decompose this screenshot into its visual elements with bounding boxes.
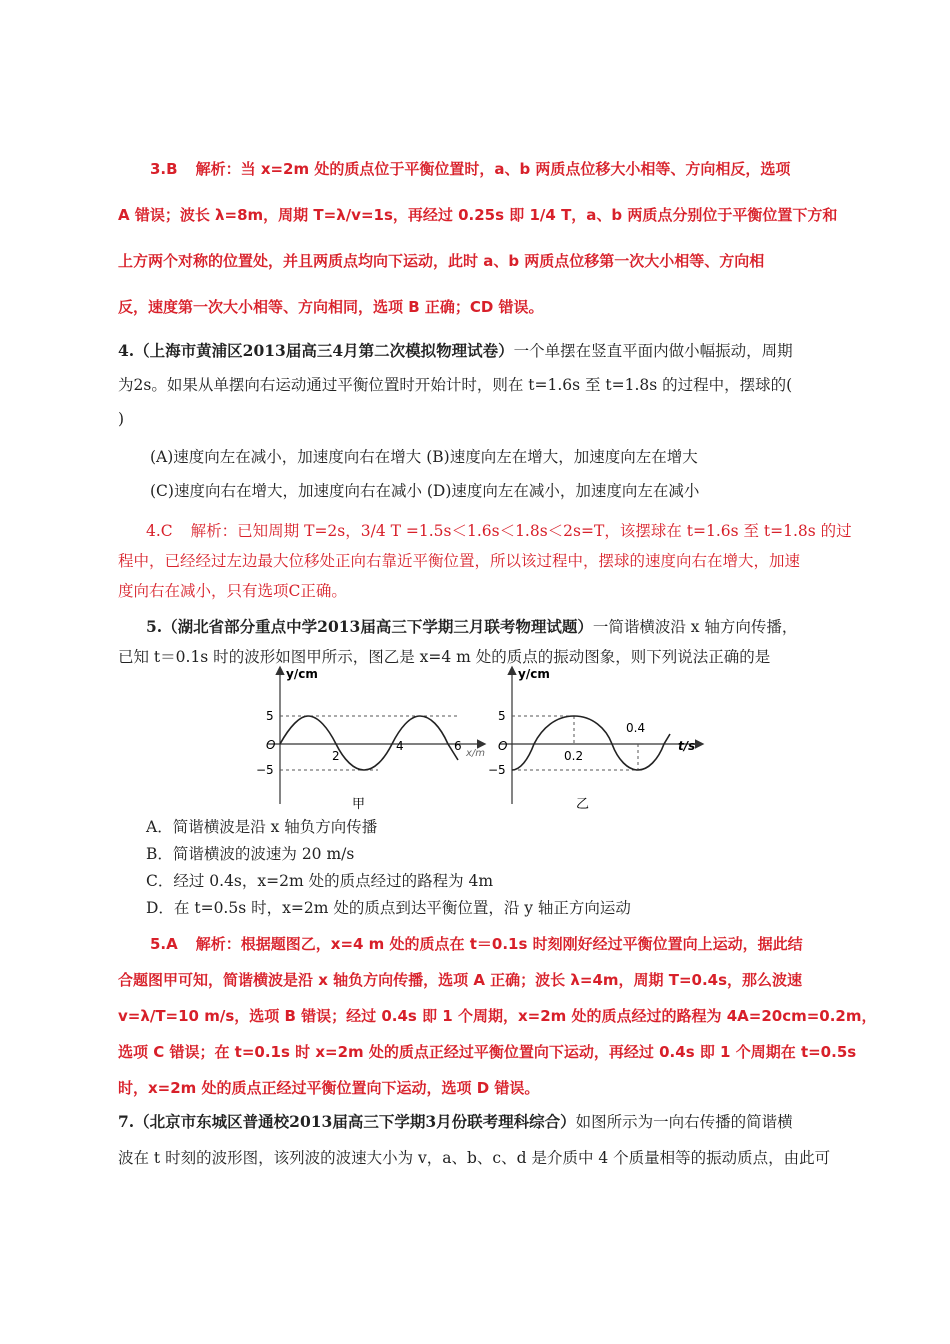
solution-line: 已知周期 T=2s，3/4 T =1.5s＜1.6s＜1.8s＜2s=T，该摆球在 t=1.6s 至 t=1.8s 的过 bbox=[237, 522, 852, 540]
solution-line: 合题图甲可知，简谐横波是沿 x 轴负方向传播，选项 A 正确；波长 λ=4m，周期 T=0.4s，那么波速 bbox=[118, 971, 803, 989]
wave-graph-jia bbox=[248, 664, 488, 814]
solution-line: 程中，已经经过左边最大位移处正向右靠近平衡位置，所以该过程中，摆球的速度向右在增大，加速 bbox=[118, 552, 801, 570]
solution-5 bbox=[118, 926, 877, 1106]
question-5-options bbox=[146, 814, 876, 922]
question-line: 如图所示为一向右传播的简谐横 bbox=[575, 1113, 793, 1131]
figure-caption: 甲 bbox=[352, 797, 366, 812]
solution-line: 根据题图乙，x=4 m 处的质点在 t＝0.1s 时刻刚好经过平衡位置向上运动，据此结 bbox=[240, 935, 803, 953]
x-tick-2: 2 bbox=[332, 749, 340, 763]
question-5 bbox=[118, 612, 848, 672]
origin-label: O bbox=[266, 738, 276, 752]
option: B．简谐横波的波速为 20 m/s bbox=[146, 845, 355, 863]
solution-label: 解析： bbox=[195, 935, 241, 953]
solution-line: 上方两个对称的位置处，并且两质点均向下运动，此时 a、b 两质点位移第一次大小相等、方向相 bbox=[118, 252, 765, 270]
solution-tag: 3.B bbox=[150, 160, 178, 178]
option: D．在 t=0.5s 时，x=2m 处的质点到达平衡位置，沿 y 轴正方向运动 bbox=[146, 899, 631, 917]
y-tick-5: 5 bbox=[498, 709, 506, 723]
solution-line: 选项 C 错误；在 t=0.1s 时 x=2m 处的质点正经过平衡位置向下运动，再经过 0.4s 即 1 个周期在 t=0.5s bbox=[118, 1043, 857, 1061]
y-axis-label: y/cm bbox=[518, 667, 550, 681]
question-line: 一简谐横波沿 x 轴方向传播， bbox=[592, 618, 798, 636]
origin-label: O bbox=[498, 739, 508, 753]
solution-label: 解析： bbox=[195, 160, 241, 178]
vibration-graph-yi bbox=[488, 664, 708, 814]
question-7 bbox=[118, 1104, 848, 1176]
waveform-curve bbox=[280, 716, 458, 770]
figure-caption: 乙 bbox=[576, 797, 590, 812]
question-4 bbox=[118, 334, 848, 436]
question-source: 5.（湖北省部分重点中学2013届高三下学期三月联考物理试题） bbox=[146, 617, 593, 636]
solution-line: A 错误；波长 λ=8m，周期 T=λ/v=1s，再经过 0.25s 即 1/4 T，a、b 两质点分别位于平衡位置下方和 bbox=[118, 206, 838, 224]
question-source: 7.（北京市东城区普通校2013届高三下学期3月份联考理科综合） bbox=[118, 1112, 576, 1131]
question-line: 一个单摆在竖直平面内做小幅振动，周期 bbox=[513, 342, 793, 360]
solution-line: 时，x=2m 处的质点正经过平衡位置向下运动，选项 D 错误。 bbox=[118, 1079, 540, 1097]
t-tick-0.2: 0.2 bbox=[564, 749, 584, 763]
solution-tag: 5.A bbox=[150, 935, 178, 953]
option: (C)速度向右在增大，加速度向右在减小 (D)速度向左在减小，加速度向左在减小 bbox=[150, 482, 700, 500]
x-tick-4: 4 bbox=[396, 739, 404, 753]
question-line: ) bbox=[118, 410, 125, 428]
question-line: 波在 t 时刻的波形图，该列波的波速大小为 v，a、b、c、d 是介质中 4 个质量相等的振动质点，由此可 bbox=[118, 1149, 831, 1167]
solution-3 bbox=[118, 146, 848, 330]
option: C．经过 0.4s，x=2m 处的质点经过的路程为 4m bbox=[146, 872, 494, 890]
solution-line: 度向右在减小，只有选项C正确。 bbox=[118, 582, 347, 600]
t-tick-0.4: 0.4 bbox=[626, 721, 646, 735]
x-axis-label: t/s bbox=[678, 739, 696, 753]
vibration-curve bbox=[512, 716, 670, 770]
question-line: 为2s。如果从单摆向右运动通过平衡位置时开始计时，则在 t=1.6s 至 t=1.8s 的过程中，摆球的( bbox=[118, 376, 793, 394]
solution-label: 解析： bbox=[190, 522, 238, 540]
x-tick-6: 6 bbox=[454, 739, 462, 753]
solution-tag: 4.C bbox=[146, 522, 173, 540]
x-axis-label: x/m bbox=[466, 748, 486, 759]
question-line: 已知 t＝0.1s 时的波形如图甲所示，图乙是 x=4 m 处的质点的振动图象，则下列说法正确的是 bbox=[118, 648, 771, 666]
option: A．简谐横波是沿 x 轴负方向传播 bbox=[146, 818, 378, 836]
solution-line: 当 x=2m 处的质点位于平衡位置时，a、b 两质点位移大小相等、方向相反，选项 bbox=[240, 160, 791, 178]
y-axis-label: y/cm bbox=[286, 667, 318, 681]
option: (A)速度向左在减小，加速度向右在增大 (B)速度向左在增大，加速度向左在增大 bbox=[150, 448, 698, 466]
y-tick-5: 5 bbox=[266, 709, 274, 723]
solution-line: 反，速度第一次大小相等、方向相同，选项 B 正确；CD 错误。 bbox=[118, 298, 544, 316]
solution-line: v=λ/T=10 m/s，选项 B 错误；经过 0.4s 即 1 个周期，x=2m 处的质点经过的路程为 4A=20cm=0.2m， bbox=[118, 1007, 877, 1025]
question-source: 4.（上海市黄浦区2013届高三4月第二次模拟物理试卷） bbox=[118, 341, 514, 360]
y-tick-neg5: −5 bbox=[488, 763, 506, 777]
question-4-options bbox=[150, 440, 880, 508]
solution-4 bbox=[118, 516, 852, 606]
y-tick-neg5: −5 bbox=[256, 763, 274, 777]
